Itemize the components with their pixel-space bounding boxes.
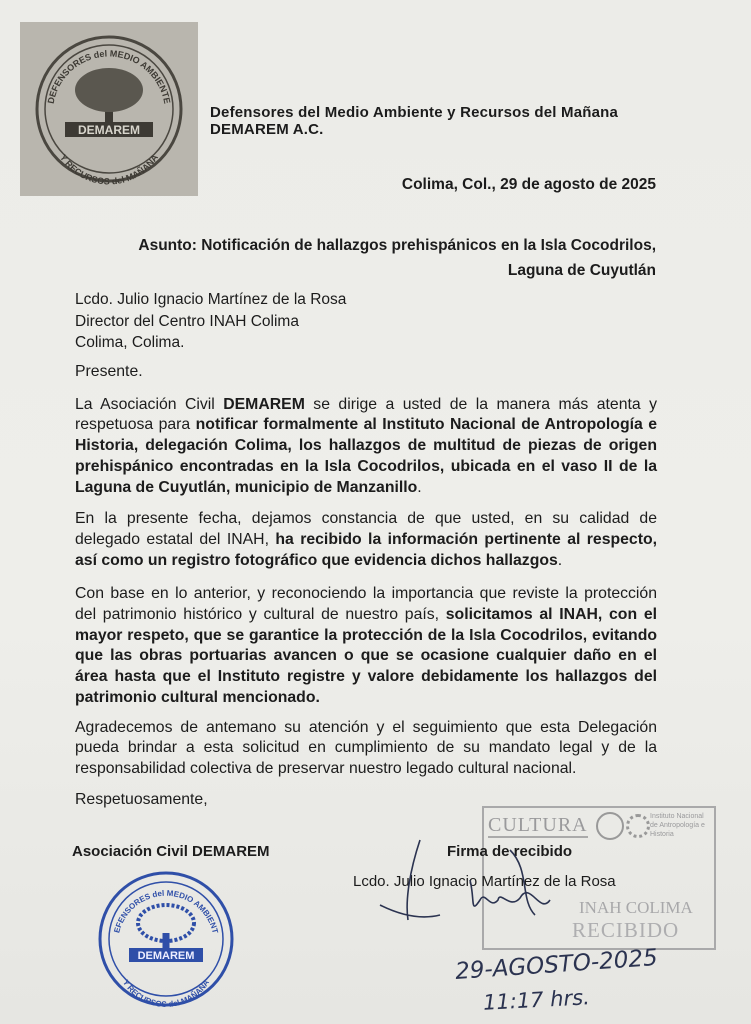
svg-text:Y RECURSOS del MAÑANA: Y RECURSOS del MAÑANA [120, 978, 212, 1010]
paragraph-3 [75, 584, 657, 708]
stamp-cultura: CULTURA [488, 814, 588, 836]
text: se dirige a usted de la manera más atenta y respetuosa para [75, 395, 658, 434]
addressee-title: Director del Centro INAH Colima [75, 312, 299, 330]
handwritten-time: 11:17 hrs. [482, 985, 591, 1015]
bold-text: ha recibido la información pertinente al respecto, así como un registro fotográfico que evidencia dichos hallazgos [75, 530, 658, 569]
handwritten-signature [360, 820, 620, 940]
subject-line-2: Laguna de Cuyutlán [507, 262, 656, 279]
bold-text: solicitamos al INAH, con el mayor respeto, que se garantice la protección de la Isla Cocodrilos, evitando que las obras portuarias avancen o que se ocasione cualquier daño en el área hasta que el Instituto registre y valore debidamente los hallazgos del patrimonio cultural mencionado. [75, 606, 657, 706]
paragraph-1 [75, 395, 657, 499]
receipt-signature-label: Firma de recibido [447, 843, 573, 860]
stamp-inah: Instituto Nacional de Antropología e Historia [650, 813, 705, 838]
org-short-name: DEMAREM A.C. [210, 121, 324, 138]
closing: Respetuosamente, [75, 790, 208, 808]
paragraph-4: Agradecemos de antemano su atención y el seguimiento que esta Delegación pueda brindar a esta solicitud en cumplimiento de su mandato legal y de la responsabilidad colectiva de preservar nuestro legado cultural nacional. [75, 718, 657, 777]
svg-text:DEFENSORES del MEDIO AMBIENTE: EFENSORES del MEDIO AMBIENT [112, 888, 220, 935]
letterhead-org [210, 104, 618, 138]
subject-line-1: Asunto: Notificación de hallazgos prehispánicos en la Isla Cocodrilos, [138, 237, 656, 254]
text: En la presente fecha, dejamos constancia de que usted, en su calidad de delegado estatal del INAH, [75, 510, 657, 548]
addressee-name: Lcdo. Julio Ignacio Martínez de la Rosa [75, 291, 347, 308]
svg-text:DEFENSORES del MEDIO AMBIENTE: DEFENSORES del MEDIO AMBIENTE [45, 48, 173, 105]
letter-body [75, 362, 657, 810]
inah-logo-icon [626, 814, 650, 838]
receiver-name: Lcdo. Julio Ignacio Martínez de la Rosa [353, 873, 616, 890]
handwritten-date: 29-AGOSTO-2025 [454, 944, 659, 986]
svg-text:DEMAREM: DEMAREM [137, 950, 195, 962]
demarem-logo [20, 22, 198, 196]
addressee-block [75, 289, 346, 354]
svg-text:DEMAREM: DEMAREM [78, 123, 140, 137]
sender-signature-label: Asociación Civil DEMAREM [72, 843, 270, 860]
letter-date: Colima, Col., 29 de agosto de 2025 [401, 176, 656, 193]
text: La Asociación Civil [75, 395, 224, 413]
org-name: Defensores del Medio Ambiente y Recursos del Mañana [210, 104, 619, 121]
stamp-center: INAH COLIMA [579, 898, 693, 917]
bold-text: DEMAREM [223, 395, 305, 413]
text: . [557, 551, 563, 569]
svg-text:Y RECURSOS del MAÑANA: Y RECURSOS del MAÑANA [58, 152, 160, 187]
bold-text: notificar formalmente al Instituto Nacional de Antropología e Historia, delegación Colima, los hallazgos de multitud de piezas de origen prehispánico encontradas en la Isla Cocodrilos, ubicada en el vaso II de la Laguna de Cuyutlán, municipio de Manzanillo [75, 416, 657, 496]
addressee-place: Colima, Colima. [75, 334, 185, 351]
text: . [417, 478, 422, 496]
paragraph-2 [75, 509, 657, 571]
stamp-status: RECIBIDO [572, 918, 680, 942]
text: Con base en lo anterior, y reconociendo la importancia que reviste la protección del patrimonio histórico y cultural de nuestro país, [75, 585, 657, 624]
letter-subject [138, 233, 656, 283]
salutation: Presente. [75, 363, 143, 380]
demarem-stamp [95, 868, 237, 1010]
